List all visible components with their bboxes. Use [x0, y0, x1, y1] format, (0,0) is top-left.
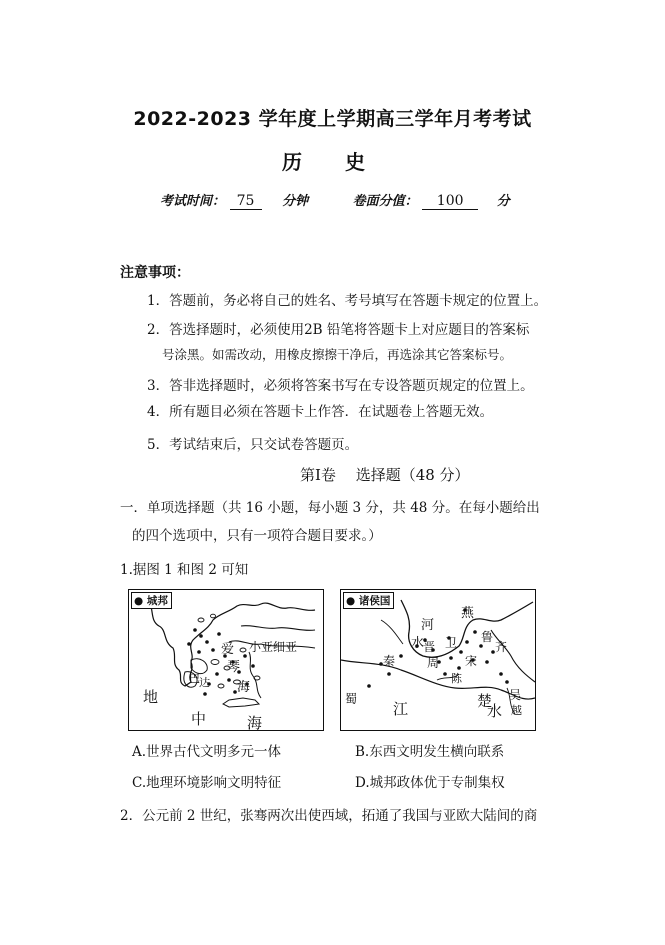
option-c[interactable]: C.地理环境影响文明特征	[132, 775, 282, 791]
notes-heading: 注意事项：	[120, 265, 190, 281]
note-item: 1．答题前，务必将自己的姓名、考号填写在答题卡规定的位置上。	[147, 293, 548, 309]
note-item: 2．答选择题时，必须使用2B 铅笔将答题卡上对应题目的答案标	[147, 322, 530, 338]
map-2-label: 越	[511, 704, 522, 717]
section-title: 第Ⅰ卷 选择题（48 分）	[300, 466, 470, 484]
question-2-stem: 2．公元前 2 世纪，张骞两次出使西域，拓通了我国与亚欧大陆间的商	[120, 808, 538, 824]
map-2-label: 水	[411, 636, 425, 651]
option-a[interactable]: A.世界古代文明多元一体	[132, 744, 282, 760]
map-1-label-di: 地	[143, 688, 159, 706]
exam-time-label: 考试时间：	[160, 194, 226, 209]
map-1-label: 琴	[227, 660, 241, 675]
map-2-label: 宋	[465, 654, 478, 668]
map-1-label: 海	[237, 680, 251, 695]
score-value: 100	[422, 193, 478, 210]
map-2-label: 水	[487, 702, 503, 720]
map-2-label: 齐	[495, 640, 508, 654]
subject-title: 历 史	[282, 150, 383, 174]
map-2-label: 晋	[423, 640, 436, 654]
map-2-label: 江	[393, 700, 409, 718]
map-2-label: 鲁	[481, 630, 494, 644]
question-1-stem: 1.据图 1 和图 2 可知	[120, 562, 249, 578]
option-d[interactable]: D.城邦政体优于专制集权	[355, 775, 505, 791]
map-city-states	[128, 589, 324, 731]
map-1-label: 爱	[221, 642, 235, 657]
map-2-label: 吴	[509, 688, 522, 702]
map-2-label: 楚	[477, 692, 493, 710]
map-2-label: 河	[421, 618, 435, 633]
map-2-label: 周	[427, 656, 440, 670]
aegean-map-drawing	[129, 590, 323, 730]
map-1-label-asia-minor: 小亚细亚	[249, 640, 298, 654]
section-instruction: 一．单项选择题（共 16 小题，每小题 3 分，共 48 分。在每小题给出	[120, 500, 540, 516]
map-2-label: 燕	[461, 606, 475, 621]
map-2-label: 卫	[445, 636, 458, 650]
map-2-label: 秦	[383, 654, 396, 668]
map-2-label: 蜀	[345, 692, 358, 706]
map-feudal-states	[340, 589, 536, 731]
score-unit: 分	[496, 194, 510, 209]
map-2-label: 陈	[451, 672, 462, 685]
map-1-tag: ● 城邦	[131, 592, 172, 609]
exam-time-unit: 分钟	[282, 194, 309, 209]
note-item: 3．答非选择题时，必须将答案书写在专设答题页规定的位置上。	[147, 378, 534, 394]
exam-title: 2022-2023 学年度上学期高三学年月考考试	[133, 108, 532, 130]
note-item: 4．所有题目必须在答题卡上作答．在试题卷上答题无效。	[147, 404, 494, 420]
exam-meta	[160, 190, 510, 210]
map-1-label-zhong: 中	[191, 710, 207, 728]
section-instruction: 的四个选项中，只有一项符合题目要求。）	[132, 528, 382, 544]
note-item: 5．考试结束后，只交试卷答题页。	[147, 437, 359, 453]
map-1-label: 达	[199, 676, 210, 689]
map-1-label-hai: 海	[247, 714, 263, 731]
exam-time-value: 75	[230, 193, 262, 210]
map-1-label: 巴	[189, 672, 200, 685]
score-label: 卷面分值：	[352, 194, 418, 209]
note-item: 号涂黑。如需改动，用橡皮擦擦干净后，再选涂其它答案标号。	[162, 347, 513, 362]
option-b[interactable]: B.东西文明发生横向联系	[355, 744, 505, 760]
map-2-tag: ● 诸侯国	[343, 592, 394, 609]
